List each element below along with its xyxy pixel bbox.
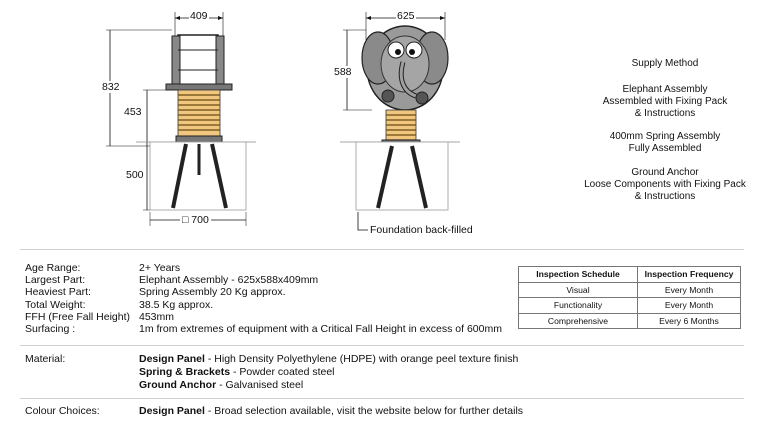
table-row — [519, 313, 741, 329]
supply-line-1a: Assembled with Fixing Pack — [602, 96, 728, 107]
spec-value: Elephant Assembly - 625x588x409mm — [139, 274, 319, 287]
side-width-dimension: 409 — [190, 10, 208, 22]
supply-title-3: Ground Anchor — [631, 167, 699, 178]
material-line-1 — [139, 353, 518, 366]
spec-label: Surfacing : — [25, 322, 76, 335]
side-view-drawing — [106, 12, 256, 226]
supply-line-3b: & Instructions — [634, 191, 696, 202]
spec-label: Heaviest Part: — [25, 286, 91, 299]
material-label: Material: — [25, 353, 66, 365]
table-row — [519, 298, 741, 314]
material-line-2 — [139, 366, 335, 379]
divider-middle — [20, 345, 744, 346]
spec-values — [139, 262, 502, 335]
spec-value: Spring Assembly 20 Kg approx. — [139, 286, 286, 299]
spring-height-dimension: 453 — [124, 106, 142, 118]
spec-label: Age Range: — [25, 262, 81, 274]
table-cell: Functionality — [519, 298, 638, 314]
divider-bottom — [20, 398, 744, 399]
divider-top — [20, 249, 744, 250]
spec-label: FFH (Free Fall Height) — [25, 310, 131, 323]
inspection-table — [518, 266, 741, 329]
foundation-note: Foundation back-filled — [370, 224, 473, 236]
material-desc: - High Density Polyethylene (HDPE) with orange peel texture finish — [204, 353, 519, 365]
front-width-dimension: 625 — [397, 10, 415, 22]
table-header-row — [519, 267, 741, 283]
material-desc: - Powder coated steel — [230, 366, 335, 378]
colour-line — [139, 405, 523, 418]
colour-desc: - Broad selection available, visit the website below for further details — [204, 405, 524, 417]
table-header-schedule: Inspection Schedule — [519, 267, 638, 283]
supply-line-1b: & Instructions — [634, 108, 696, 119]
total-height-dimension: 832 — [102, 81, 120, 93]
material-part: Design Panel — [139, 353, 205, 365]
spec-value: 453mm — [139, 310, 175, 323]
spec-label: Total Weight: — [25, 298, 86, 311]
supply-line-3a: Loose Components with Fixing Pack — [584, 179, 746, 190]
supply-title-2: 400mm Spring Assembly — [609, 131, 721, 142]
table-header-frequency: Inspection Frequency — [638, 267, 741, 283]
material-part: Spring & Brackets — [139, 366, 231, 378]
spec-value: 1m from extremes of equipment with a Critical Fall Height in excess of 600mm — [139, 322, 502, 335]
elephant-height-dimension: 588 — [334, 66, 352, 78]
table-row — [519, 282, 741, 298]
table-cell: Every Month — [638, 298, 741, 314]
spec-value: 38.5 Kg approx. — [139, 298, 214, 311]
supply-heading: Supply Method — [631, 58, 699, 69]
foundation-depth-dimension: 500 — [126, 169, 144, 181]
table-cell: Visual — [519, 282, 638, 298]
supply-title-1: Elephant Assembly — [622, 84, 708, 95]
spec-value: 2+ Years — [139, 262, 181, 274]
supply-line-2a: Fully Assembled — [628, 143, 702, 154]
spec-labels — [25, 262, 130, 335]
table-cell: Comprehensive — [519, 313, 638, 329]
colour-label: Colour Choices: — [25, 405, 100, 417]
material-line-3 — [139, 379, 303, 392]
table-cell: Every 6 Months — [638, 313, 741, 329]
foundation-width-dimension: □ 700 — [182, 214, 209, 226]
material-desc: - Galvanised steel — [216, 379, 304, 391]
material-part: Ground Anchor — [139, 379, 217, 391]
front-view-drawing — [340, 12, 460, 230]
spec-label: Largest Part: — [25, 274, 86, 287]
colour-part: Design Panel — [139, 405, 205, 417]
table-cell: Every Month — [638, 282, 741, 298]
